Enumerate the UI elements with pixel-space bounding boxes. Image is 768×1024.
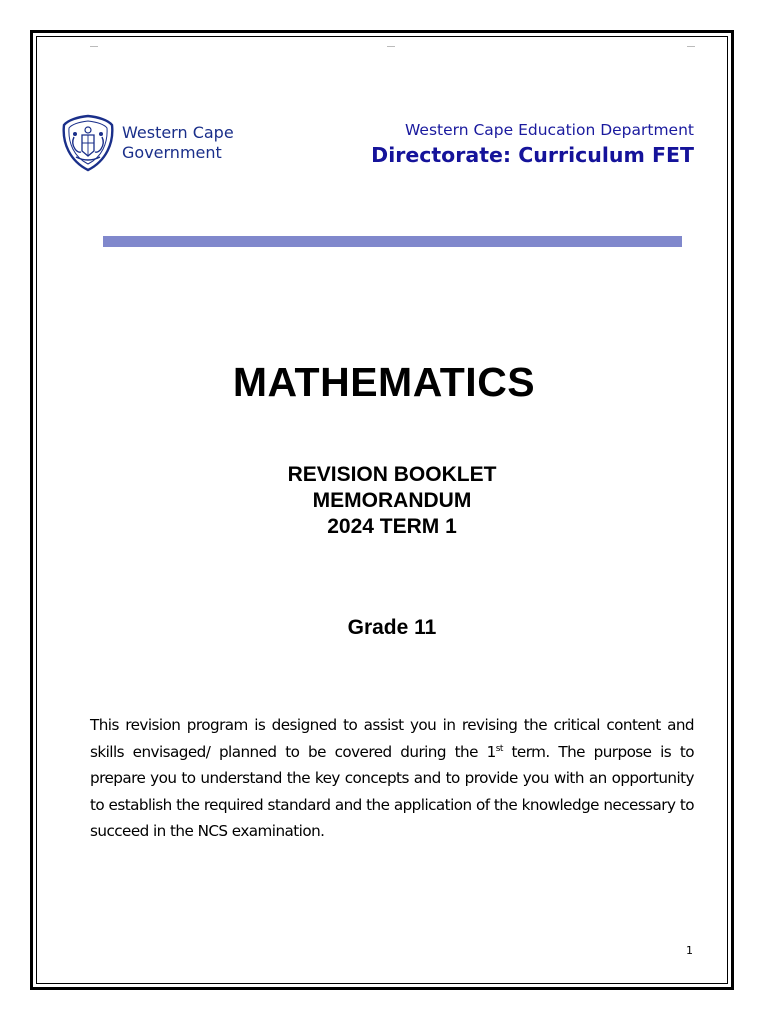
- document-title: MATHEMATICS: [232, 359, 536, 405]
- document-subtitle: [0, 462, 768, 540]
- page-number: 1: [686, 944, 693, 957]
- logo-line-2: Government: [122, 143, 222, 162]
- intro-superscript: st: [495, 743, 503, 754]
- header-tick-mark: [687, 46, 695, 47]
- subtitle-line: MEMORANDUM: [312, 489, 472, 512]
- grade-label: Grade 11: [347, 616, 437, 639]
- department-name: Western Cape Education Department: [404, 121, 694, 139]
- coat-of-arms-icon: [60, 113, 116, 173]
- subtitle-line: 2024 TERM 1: [327, 515, 457, 538]
- header-tick-mark: [387, 46, 395, 47]
- directorate-name: Directorate: Curriculum FET: [371, 143, 694, 167]
- header-tick-mark: [90, 46, 98, 47]
- intro-text-part-2: term. The purpose is to prepare you to understand the key concepts and to provide you with an opportunity to establish the required standard and the application of the knowledge necessary to succeed in the NCS examination.: [90, 742, 694, 840]
- logo-line-1: Western Cape: [122, 123, 234, 142]
- subtitle-line: REVISION BOOKLET: [287, 463, 497, 486]
- header-divider-bar: [103, 236, 682, 247]
- intro-paragraph: [90, 712, 694, 845]
- western-cape-government-logo: [60, 113, 234, 173]
- header-department-block: [371, 119, 694, 169]
- intro-text-part-1: This revision program is designed to assist you in revising the critical content and skills envisaged/ planned to be covered during the 1: [90, 716, 694, 761]
